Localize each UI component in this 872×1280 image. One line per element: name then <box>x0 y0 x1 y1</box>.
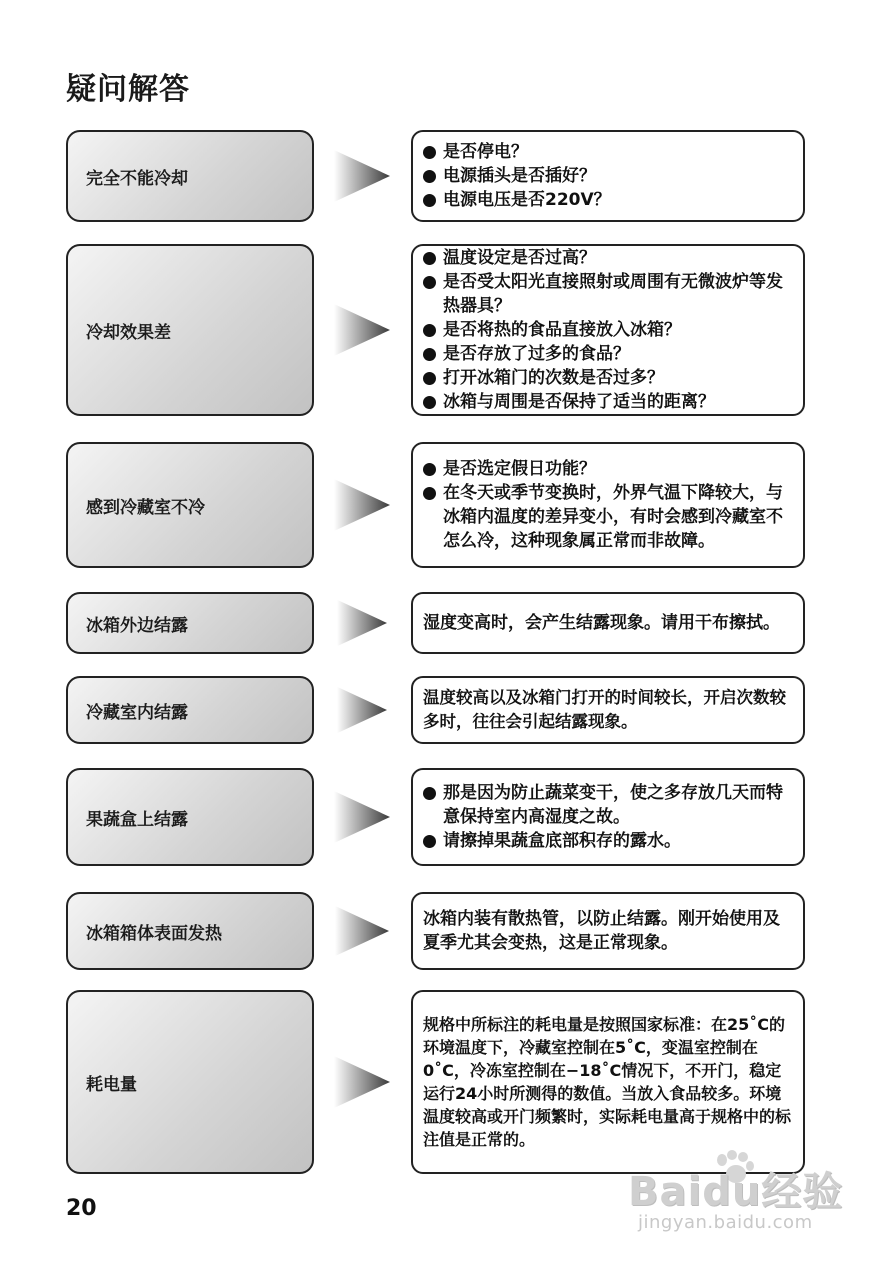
answer-text: 湿度变高时，会产生结露现象。请用干布擦拭。 <box>423 613 780 633</box>
answer-box-fridge-condensation <box>411 676 805 744</box>
arrow-right-icon <box>332 676 392 744</box>
answer-box-cabinet-heat <box>411 892 805 970</box>
bullet-text: 是否停电？ <box>443 142 528 162</box>
arrow-right-icon <box>332 892 392 970</box>
bullet-item <box>423 390 795 414</box>
arrow-right-icon <box>332 592 392 654</box>
problem-box-fridge-not-cold <box>66 442 314 568</box>
bullet-text: 冰箱与周围是否保持了适当的距离？ <box>443 392 715 412</box>
bullet-text: 是否将热的食品直接放入冰箱？ <box>443 320 681 340</box>
bullet-item <box>423 318 795 342</box>
answer-box-power-consumption <box>411 990 805 1174</box>
bullet-item <box>423 246 795 270</box>
problem-label: 果蔬盒上结露 <box>86 809 188 830</box>
bullet-dot-icon <box>423 396 436 409</box>
page-title: 疑问解答 <box>66 72 190 107</box>
problem-box-poor-cooling <box>66 244 314 416</box>
page-number: 20 <box>66 1196 97 1221</box>
answer-box-poor-cooling <box>411 244 805 416</box>
problem-label: 冷藏室内结露 <box>86 702 188 723</box>
bullet-dot-icon <box>423 463 436 476</box>
answer-box-crisper-condensation <box>411 768 805 866</box>
bullet-item <box>423 140 795 164</box>
bullet-text: 是否存放了过多的食品？ <box>443 344 630 364</box>
bullet-item <box>423 457 795 481</box>
problem-box-outside-condensation <box>66 592 314 654</box>
arrow-right-icon <box>332 990 392 1174</box>
answer-text: 温度较高以及冰箱门打开的时间较长，开启次数较多时，往往会引起结露现象。 <box>423 688 786 731</box>
bullet-item <box>423 270 795 318</box>
problem-box-fridge-condensation <box>66 676 314 744</box>
problem-label: 冰箱箱体表面发热 <box>86 923 222 944</box>
watermark-logo: Baidu经验 <box>628 1169 844 1215</box>
bullet-text: 在冬天或季节变换时，外界气温下降较大，与冰箱内温度的差异变小，有时会感到冷藏室不怎么冷，这种现象属正常而非故障。 <box>443 483 783 551</box>
bullet-item <box>423 188 795 212</box>
bullet-item <box>423 342 795 366</box>
problem-box-power-consumption <box>66 990 314 1174</box>
bullet-text: 请擦掉果蔬盒底部积存的露水。 <box>443 831 681 851</box>
bullet-text: 是否受太阳光直接照射或周围有无微波炉等发热器具？ <box>443 272 783 316</box>
bullet-item <box>423 366 795 390</box>
watermark <box>628 1150 848 1250</box>
arrow-right-icon <box>332 244 392 416</box>
bullet-text: 电源插头是否插好？ <box>443 166 596 186</box>
bullet-dot-icon <box>423 276 436 289</box>
problem-label: 冷却效果差 <box>86 322 171 343</box>
arrow-right-icon <box>332 768 392 866</box>
problem-box-no-cooling <box>66 130 314 222</box>
bullet-text: 温度设定是否过高？ <box>443 248 596 268</box>
problem-label: 冰箱外边结露 <box>86 615 188 636</box>
bullet-dot-icon <box>423 146 436 159</box>
problem-label: 耗电量 <box>86 1074 137 1095</box>
bullet-item <box>423 164 795 188</box>
arrow-right-icon <box>332 442 392 568</box>
answer-box-fridge-not-cold <box>411 442 805 568</box>
answer-box-no-cooling <box>411 130 805 222</box>
bullet-text: 打开冰箱门的次数是否过多？ <box>443 368 664 388</box>
bullet-dot-icon <box>423 194 436 207</box>
bullet-dot-icon <box>423 787 436 800</box>
bullet-item <box>423 481 795 553</box>
bullet-dot-icon <box>423 372 436 385</box>
answer-box-outside-condensation <box>411 592 805 654</box>
answer-text: 规格中所标注的耗电量是按照国家标准：在25˚C的环境温度下，冷藏室控制在5˚C，变温室控制在0˚C，冷冻室控制在−18˚C情况下，不开门，稳定运行24小时所测得的数值。当放入食品较多。环境温度较高或开门频繁时，实际耗电量高于规格中的标注值是正常的。 <box>423 1015 792 1149</box>
answer-text: 冰箱内装有散热管，以防止结露。刚开始使用及夏季尤其会变热，这是正常现象。 <box>423 909 780 953</box>
bullet-text: 是否选定假日功能？ <box>443 459 596 479</box>
bullet-dot-icon <box>423 348 436 361</box>
bullet-dot-icon <box>423 487 436 500</box>
watermark-url: jingyan.baidu.com <box>638 1212 813 1233</box>
bullet-text: 电源电压是否220V？ <box>443 190 611 210</box>
problem-box-cabinet-heat <box>66 892 314 970</box>
bullet-dot-icon <box>423 835 436 848</box>
bullet-dot-icon <box>423 252 436 265</box>
bullet-dot-icon <box>423 324 436 337</box>
problem-box-crisper-condensation <box>66 768 314 866</box>
problem-label: 完全不能冷却 <box>86 168 188 189</box>
bullet-dot-icon <box>423 170 436 183</box>
problem-label: 感到冷藏室不冷 <box>86 497 205 518</box>
bullet-item <box>423 781 795 829</box>
bullet-text: 那是因为防止蔬菜变干，使之多存放几天而特意保持室内高湿度之故。 <box>443 783 783 827</box>
arrow-right-icon <box>332 130 392 222</box>
bullet-item <box>423 829 795 853</box>
